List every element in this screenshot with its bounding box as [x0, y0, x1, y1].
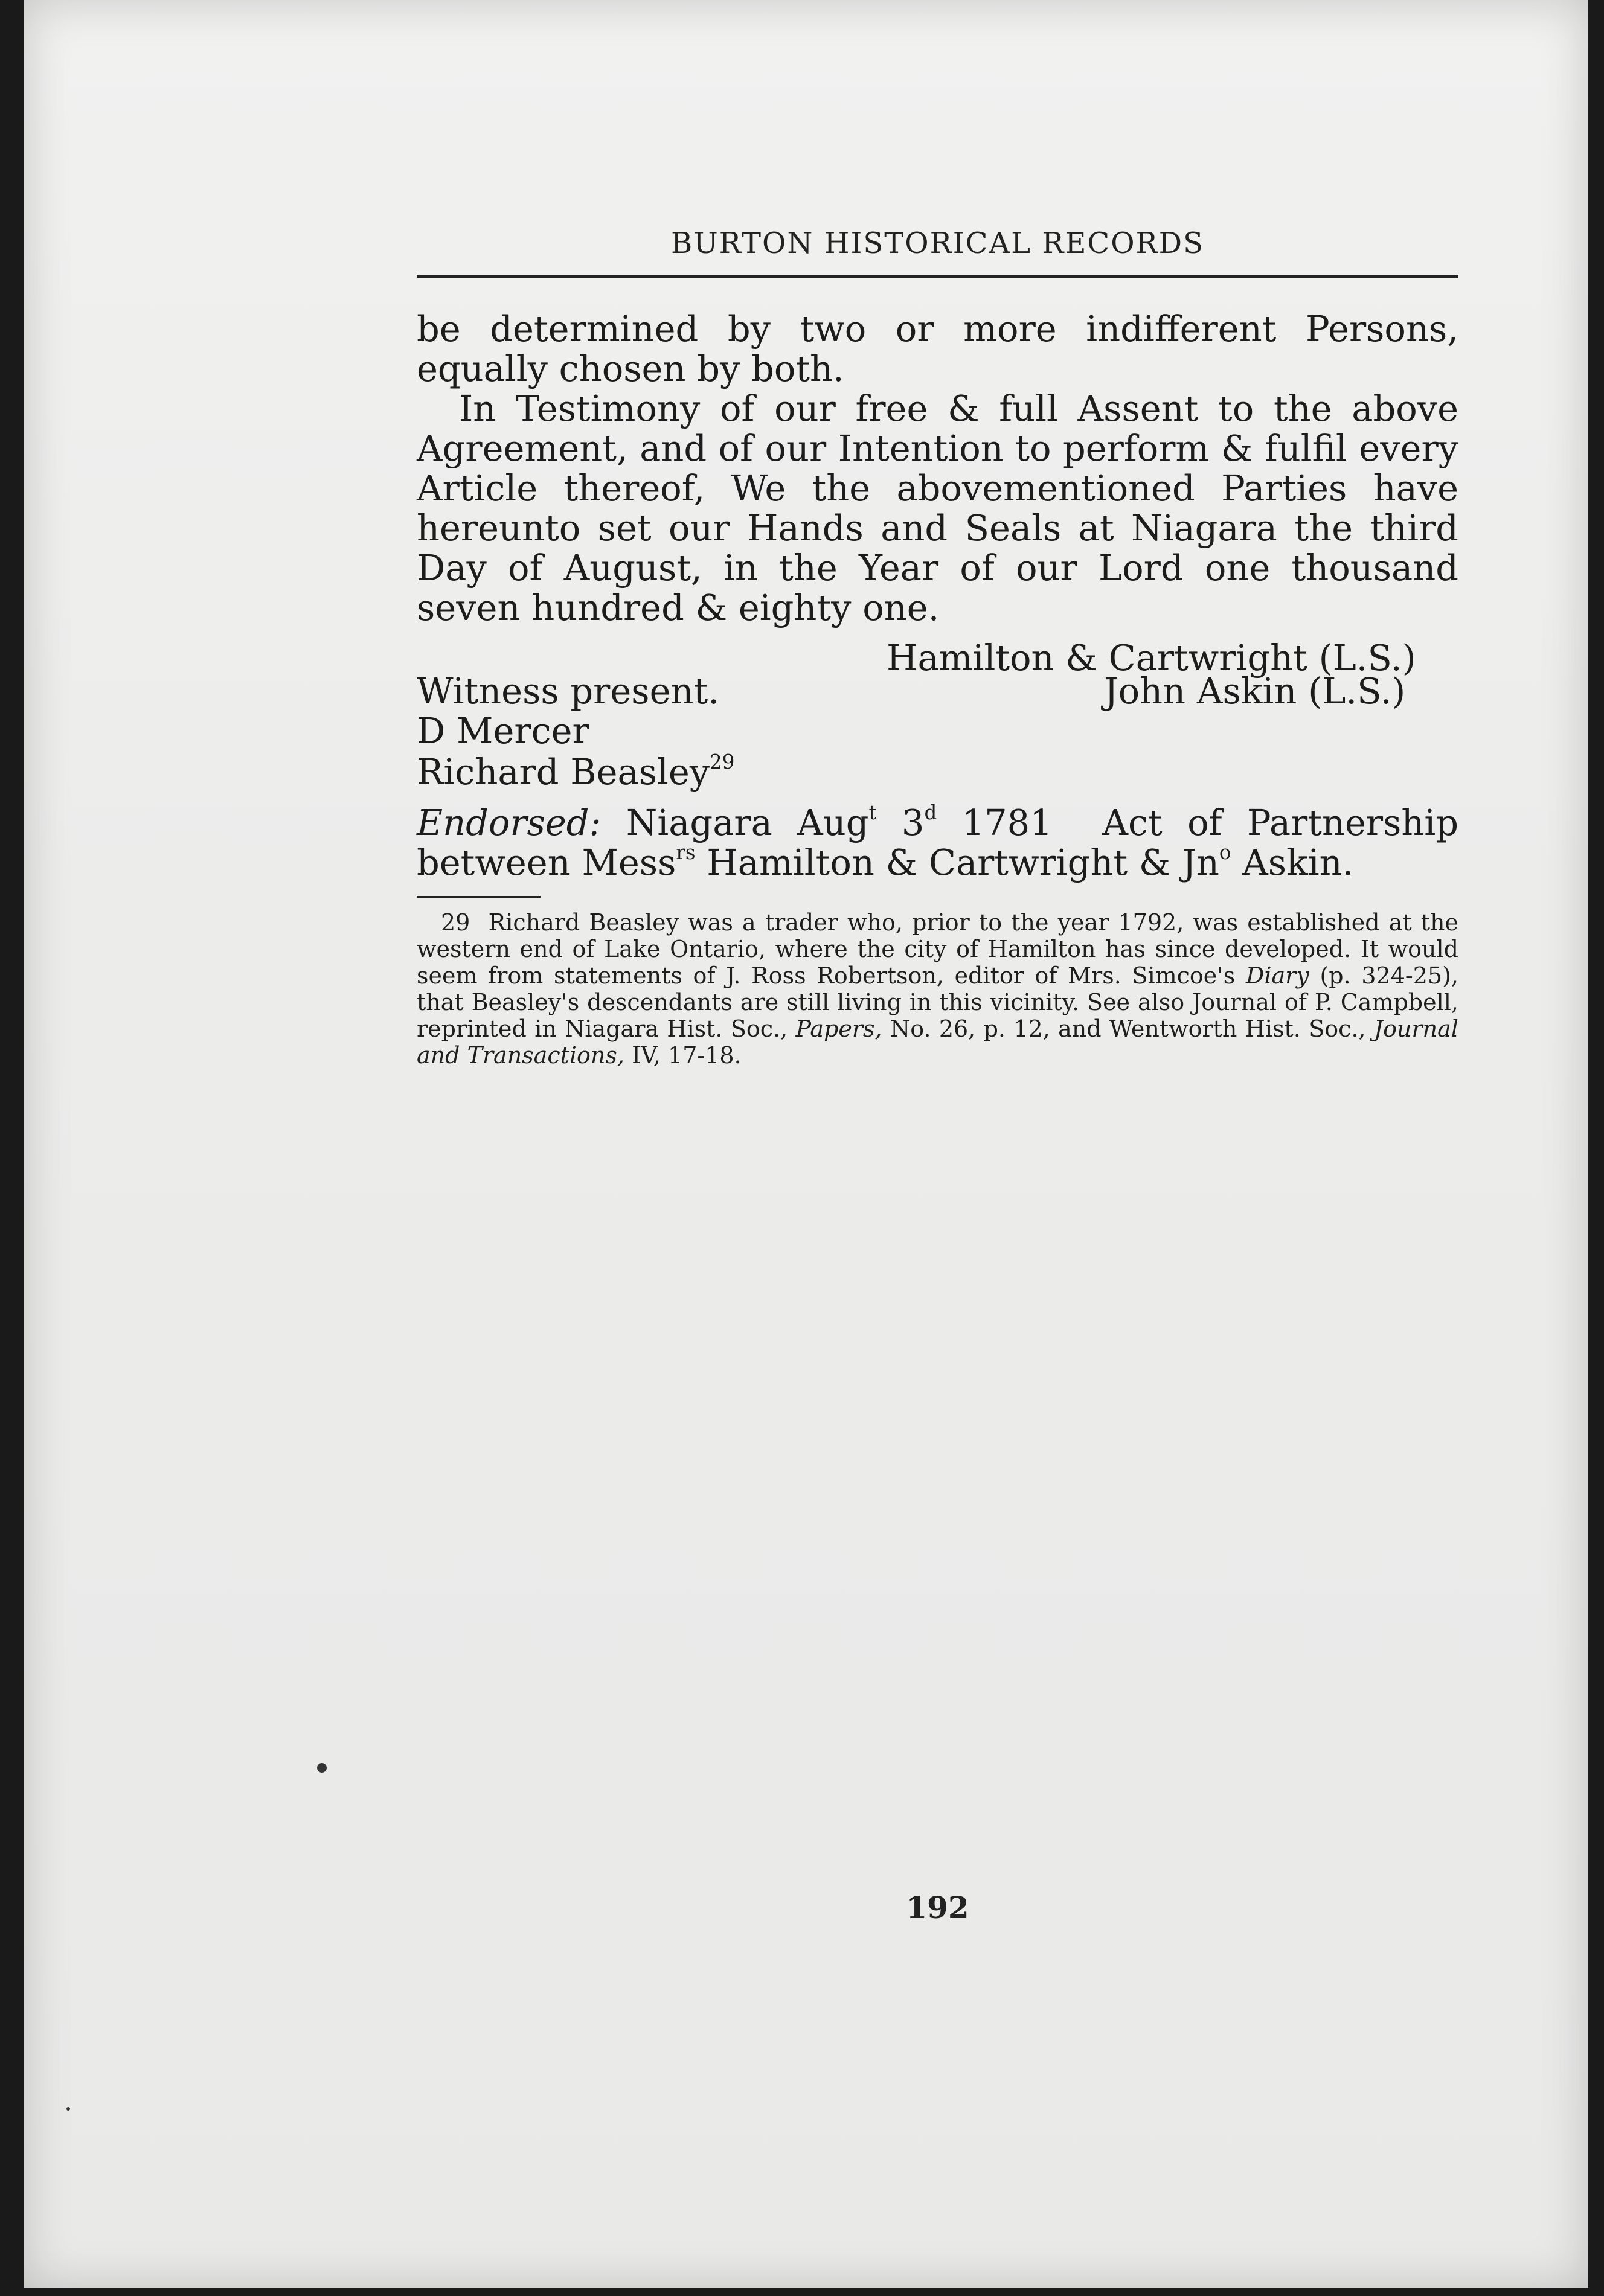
witness-mercer: D Mercer — [417, 710, 589, 752]
footnote-number: 29 — [441, 909, 470, 936]
footnote-journal: Journal and Transactions, — [417, 1015, 1458, 1069]
footnote-text-4: IV, 17-18. — [632, 1042, 742, 1069]
ink-speck — [317, 1763, 327, 1773]
endorsed-label: Endorsed: — [417, 802, 602, 843]
signer-john-askin: John Askin (L.S.) — [1104, 670, 1406, 712]
endorsed-year: 1781 — [961, 802, 1053, 843]
footnote-ref: 29 — [710, 750, 735, 774]
endorsed-title-2: Hamilton & Cartwright & Jn — [707, 842, 1219, 883]
paragraph-2: In Testimony of our free & full Assent to the above Agreement, and of our Intention to perform & fulfil every Article thereof, We the abovementioned Parties have hereunto set our Hands and Seals at Niagara the third Day of August, in the Year of our Lord one thousand seven hundred & eighty one. — [417, 388, 1458, 628]
running-header: BURTON HISTORICAL RECORDS — [670, 226, 1205, 260]
footnote-text-3: No. 26, p. 12, and Wentworth Hist. Soc., — [890, 1015, 1366, 1042]
endorsed-place: Niagara Aug — [626, 802, 869, 843]
endorsed-jn-sup: o — [1219, 841, 1231, 865]
endorsed-title-3: Askin. — [1242, 842, 1354, 883]
footnote-rule — [417, 896, 541, 898]
endorsed-day: 3 — [901, 802, 925, 843]
paragraph-1: be determined by two or more indifferent Persons, equally chosen by both. — [417, 308, 1458, 389]
witness-beasley-name: Richard Beasley — [417, 751, 710, 793]
footnote-diary: Diary — [1245, 962, 1309, 989]
body-text — [417, 309, 1458, 628]
witness-beasley — [417, 752, 734, 792]
header-rule — [417, 275, 1458, 278]
endorsed-day-sup: d — [924, 801, 937, 825]
endorsed-month-sup: t — [868, 801, 877, 825]
endorsed-mess-sup: rs — [676, 841, 696, 865]
ink-speck — [66, 2107, 70, 2111]
footnote-papers: Papers, — [795, 1015, 882, 1042]
witness-label: Witness present. — [417, 670, 719, 712]
footnote — [417, 909, 1458, 1069]
footnote-text-2: (p. 324-25), that Beasley's descendants are still living in this vicinity. See also Journal of P. Campbell, reprinted in Niagara Hist. Soc., — [417, 962, 1458, 1042]
footnote-text-1: Richard Beasley was a trader who, prior to the year 1792, was established at the western end of Lake Ontario, where the city of Hamilton has since developed. It would seem from statements of J. Ross Robertson, editor of Mrs. Simcoe's — [417, 909, 1458, 989]
signer-hamilton-cartwright: Hamilton & Cartwright (L.S.) — [887, 637, 1416, 679]
endorsement — [417, 803, 1458, 883]
page-number: 192 — [906, 1890, 969, 1925]
endorsed-title-1: Act of Partnership between Mess — [417, 802, 1459, 883]
